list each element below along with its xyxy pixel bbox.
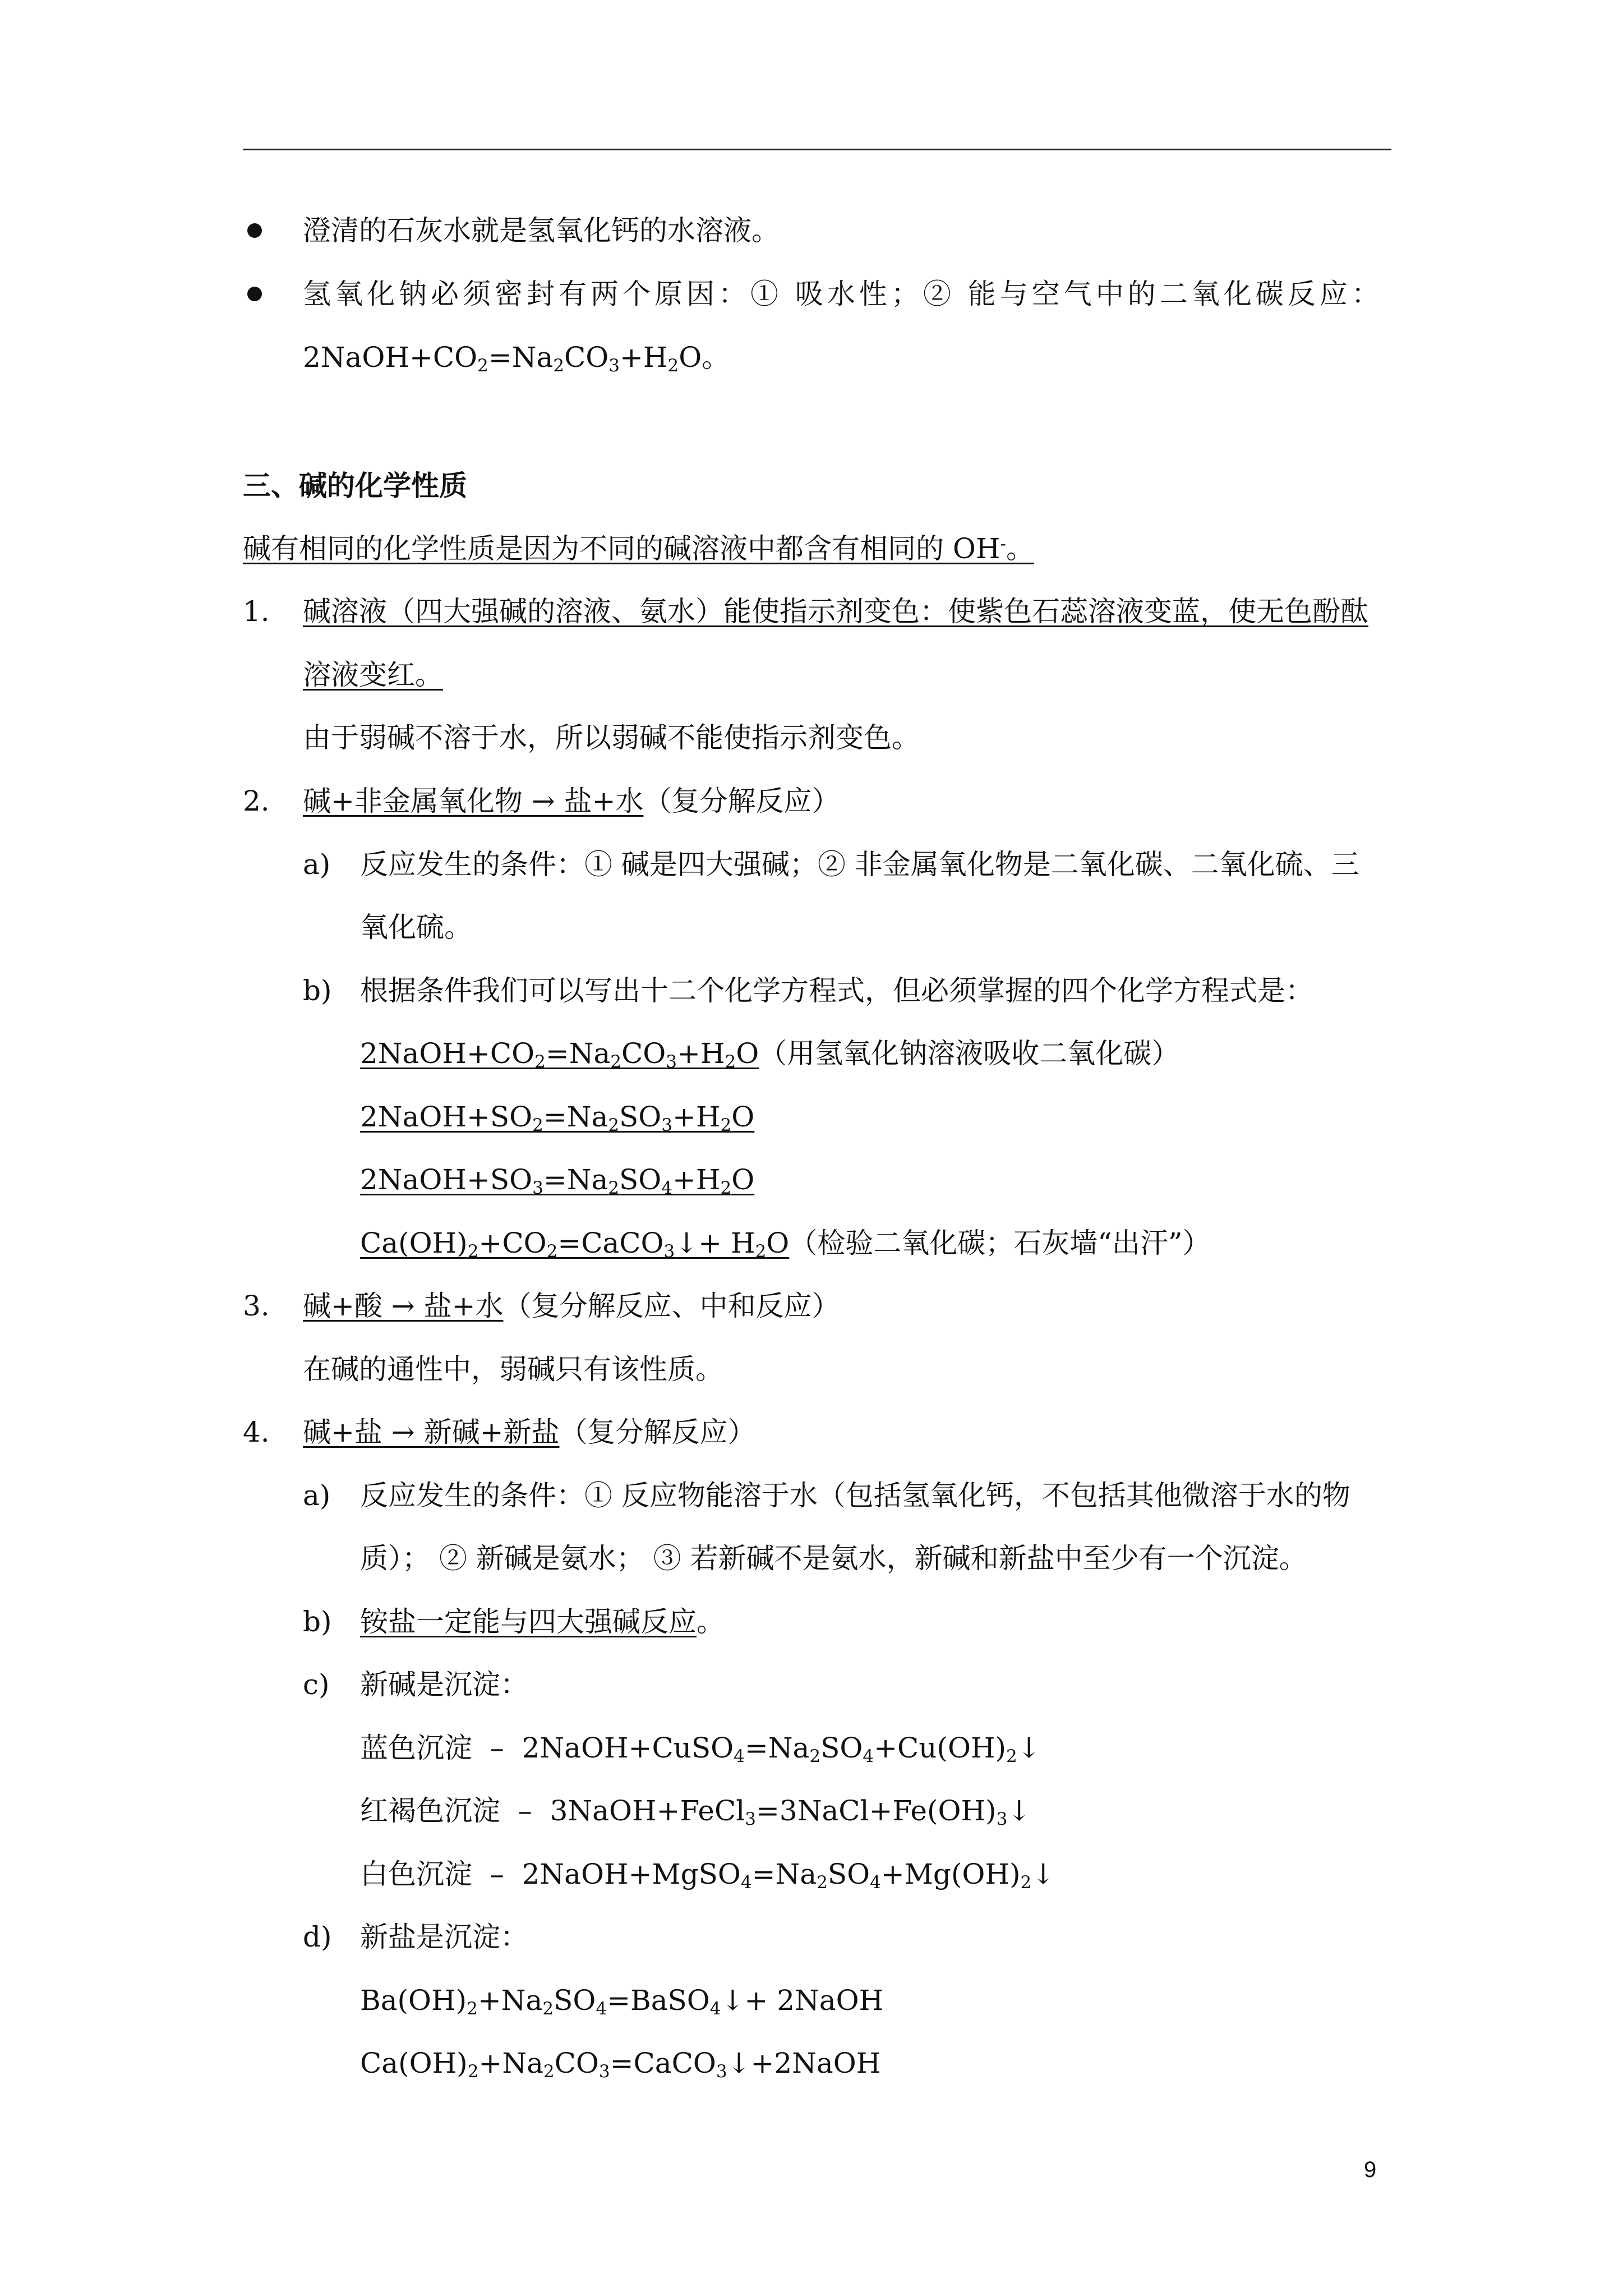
precipitate-label: 白色沉淀: [360, 1858, 472, 1890]
precipitate-label: 蓝色沉淀: [360, 1732, 472, 1764]
item-note: 由于弱碱不溶于水，所以弱碱不能使指示剂变色。: [303, 721, 920, 754]
equation: $2NaOH+SO_2=Na_2SO_3+H_2O$: [360, 1101, 755, 1135]
equation-note: （检验二氧化碳；石灰墙“出汗”）: [789, 1227, 1211, 1259]
item-text: 溶液变红。: [303, 659, 443, 691]
bullet-dot: [247, 223, 262, 238]
item-title: 碱+酸 → 盐+水: [303, 1290, 504, 1322]
item-title-line: [303, 1289, 840, 1323]
sub-text: 根据条件我们可以写出十二个化学方程式，但必须掌握的四个化学方程式是：: [360, 974, 1313, 1007]
item-title: 碱+盐 → 新碱+新盐: [303, 1416, 560, 1448]
equation: $Ca(OH)_2+CO_2=CaCO_3↓+ H_2O$（检验二氧化碳；石灰墙“出汗”）: [360, 1227, 1211, 1262]
section-heading: 三、碱的化学性质: [243, 469, 467, 502]
item-note: 在碱的通性中，弱碱只有该性质。: [303, 1353, 723, 1386]
precipitate-label: 红褐色沉淀: [360, 1795, 500, 1827]
sub-text: 氧化硫。: [360, 911, 472, 944]
sub-label: a): [303, 848, 331, 881]
equation: 白色沉淀 – $2NaOH+MgSO_4=Na_2SO_4+Mg(OH)_2↓$: [360, 1858, 1055, 1893]
equation: 红褐色沉淀 – $3NaOH+FeCl_3=3NaCl+Fe(OH)_3↓$: [360, 1795, 1031, 1829]
equation: 蓝色沉淀 – $2NaOH+CuSO_4=Na_2SO_4+Cu(OH)_2↓$: [360, 1732, 1041, 1766]
sub-text: 质）； ② 新碱是氨水； ③ 若新碱不是氨水，新碱和新盐中至少有一个沉淀。: [360, 1542, 1307, 1575]
bullet-text: 澄清的石灰水就是氢氧化钙的水溶液。: [303, 214, 780, 247]
sub-text: 反应发生的条件：① 碱是四大强碱；② 非金属氧化物是二氧化碳、二氧化硫、三: [360, 848, 1359, 881]
equation: $2NaOH+SO_3=Na_2SO_4+H_2O$: [360, 1163, 755, 1198]
section-intro: 碱有相同的化学性质是因为不同的碱溶液中都含有相同的 OH-。: [243, 532, 1034, 565]
item-number: 1.: [243, 595, 270, 628]
sub-label: c): [303, 1668, 330, 1701]
item-number: 3.: [243, 1290, 270, 1322]
item-title-line: [303, 1415, 755, 1449]
equation: $2NaOH+CO_2=Na_2CO_3+H_2O$。: [303, 341, 730, 376]
equation: $Ca(OH)_2+Na_2CO_3=CaCO_3↓+2NaOH$: [360, 2047, 881, 2082]
bullet-dot: [247, 287, 262, 301]
sub-label: d): [303, 1921, 332, 1953]
item-text: 碱溶液（四大强碱的溶液、氨水）能使指示剂变色：使紫色石蕊溶液变蓝，使无色酚酞: [303, 595, 1368, 628]
bullet-text: 氢氧化钠必须密封有两个原因：① 吸水性；② 能与空气中的二氧化碳反应：: [303, 278, 1384, 310]
sub-text: 反应发生的条件：① 反应物能溶于水（包括氢氧化钙，不包括其他微溶于水的物: [360, 1479, 1350, 1512]
item-number: 2.: [243, 785, 270, 817]
sub-text-line: 铵盐一定能与四大强碱反应。: [360, 1605, 725, 1638]
sub-label: b): [303, 1605, 332, 1638]
item-tag: （复分解反应、中和反应）: [503, 1290, 840, 1322]
item-title-line: [303, 784, 840, 818]
sub-label: b): [303, 974, 332, 1007]
equation-note: （用氢氧化钠溶液吸收二氧化碳）: [759, 1037, 1180, 1070]
sub-text: 新碱是沉淀：: [360, 1668, 528, 1701]
sub-label: a): [303, 1479, 331, 1512]
sub-text: 铵盐一定能与四大强碱反应: [360, 1605, 697, 1638]
item-title: 碱+非金属氧化物 → 盐+水: [303, 785, 644, 817]
item-tag: （复分解反应）: [643, 785, 840, 817]
header-rule: [243, 149, 1391, 150]
equation: $2NaOH+CO_2=Na_2CO_3+H_2O$（用氢氧化钠溶液吸收二氧化碳）: [360, 1037, 1180, 1072]
page-number: 9: [1364, 2157, 1377, 2182]
equation: $Ba(OH)_2+Na_2SO_4=BaSO_4↓+$ 2NaOH: [360, 1984, 884, 2019]
item-tag: （复分解反应）: [559, 1416, 756, 1448]
item-number: 4.: [243, 1416, 270, 1448]
sub-text: 新盐是沉淀：: [360, 1921, 528, 1953]
